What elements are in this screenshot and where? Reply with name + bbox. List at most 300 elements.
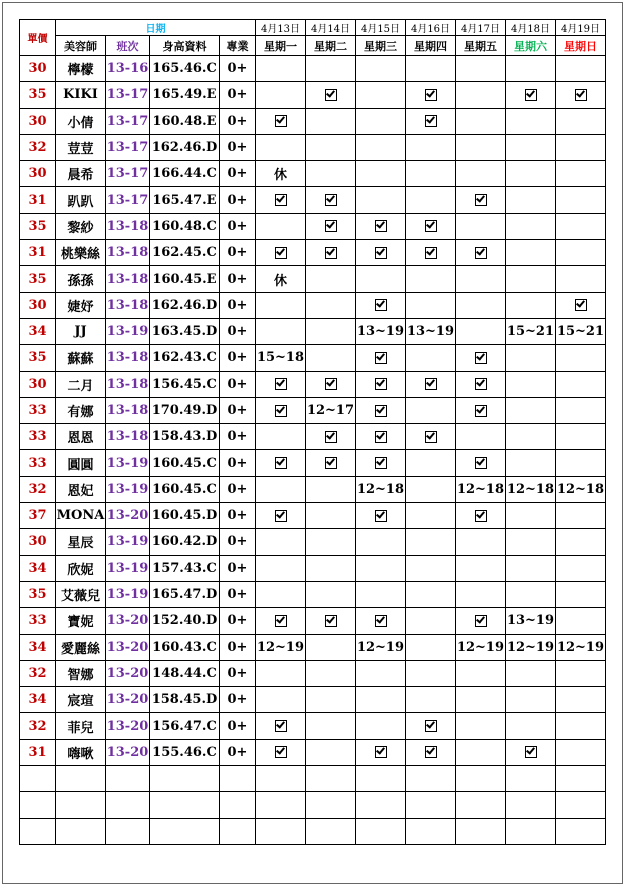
day-cell[interactable] xyxy=(256,529,306,555)
day-cell[interactable] xyxy=(256,134,306,160)
checkbox-checked-icon xyxy=(275,510,287,522)
day-cell-checked[interactable] xyxy=(256,608,306,634)
empty-cell[interactable] xyxy=(506,766,556,792)
day-cell[interactable] xyxy=(356,108,406,134)
shift-cell: 13-19 xyxy=(106,450,150,476)
day-cell[interactable] xyxy=(256,687,306,713)
day-cell-checked[interactable] xyxy=(506,739,556,765)
table-row xyxy=(20,266,606,292)
day-cell-checked[interactable] xyxy=(356,397,406,423)
day-cell[interactable] xyxy=(556,345,606,371)
day-cell[interactable] xyxy=(306,56,356,82)
stylist-name-cell: 菲兒 xyxy=(56,713,106,739)
day-cell[interactable] xyxy=(556,555,606,581)
day-cell-checked[interactable] xyxy=(356,608,406,634)
day-cell[interactable] xyxy=(556,56,606,82)
day-cell[interactable] xyxy=(406,134,456,160)
empty-cell[interactable] xyxy=(456,792,506,818)
empty-cell xyxy=(56,766,106,792)
day-cell[interactable]: 13~19 xyxy=(406,318,456,344)
table-row xyxy=(20,687,606,713)
height-cell: 165.46.C xyxy=(150,56,220,82)
day-cell-checked[interactable] xyxy=(556,292,606,318)
empty-cell[interactable] xyxy=(256,766,306,792)
day-cell-checked[interactable] xyxy=(456,608,506,634)
day-cell[interactable] xyxy=(456,424,506,450)
day-cell[interactable] xyxy=(406,450,456,476)
day-cell-checked[interactable] xyxy=(456,450,506,476)
day-cell[interactable] xyxy=(506,424,556,450)
empty-cell xyxy=(106,766,150,792)
stylist-name-cell: 有娜 xyxy=(56,397,106,423)
day-cell[interactable] xyxy=(456,292,506,318)
day-cell[interactable] xyxy=(356,266,406,292)
checkbox-checked-icon xyxy=(475,194,487,206)
day-cell[interactable] xyxy=(406,634,456,660)
day-cell[interactable] xyxy=(406,555,456,581)
shift-header: 班次 xyxy=(106,36,150,56)
table-row xyxy=(20,345,606,371)
day-cell[interactable] xyxy=(506,108,556,134)
empty-cell[interactable] xyxy=(556,792,606,818)
day-cell[interactable] xyxy=(306,555,356,581)
empty-cell[interactable] xyxy=(406,766,456,792)
empty-cell[interactable] xyxy=(306,792,356,818)
day-cell-checked[interactable] xyxy=(356,371,406,397)
day-cell-checked[interactable] xyxy=(456,240,506,266)
day-cell-checked[interactable] xyxy=(356,240,406,266)
day-cell[interactable] xyxy=(256,213,306,239)
stylist-name-cell: 星辰 xyxy=(56,529,106,555)
price-cell: 35 xyxy=(20,213,56,239)
day-cell[interactable] xyxy=(406,292,456,318)
day-cell[interactable] xyxy=(306,503,356,529)
day-cell[interactable] xyxy=(556,687,606,713)
day-cell[interactable] xyxy=(306,108,356,134)
stylist-name-cell: JJ xyxy=(56,318,106,344)
specialty-cell: 0+ xyxy=(220,555,256,581)
empty-cell[interactable] xyxy=(506,792,556,818)
day-cell[interactable] xyxy=(506,397,556,423)
day-cell[interactable] xyxy=(356,161,406,187)
day-cell[interactable] xyxy=(556,371,606,397)
day-cell-checked[interactable] xyxy=(356,450,406,476)
empty-cell[interactable] xyxy=(256,792,306,818)
height-cell: 156.45.C xyxy=(150,371,220,397)
day-cell[interactable] xyxy=(256,660,306,686)
day-cell-checked[interactable] xyxy=(406,240,456,266)
day-cell-checked[interactable] xyxy=(256,108,306,134)
day-cell[interactable] xyxy=(556,424,606,450)
stylist-name-cell: 嗨啾 xyxy=(56,739,106,765)
day-cell[interactable] xyxy=(406,581,456,607)
height-cell: 162.45.C xyxy=(150,240,220,266)
day-cell[interactable] xyxy=(506,56,556,82)
day-cell[interactable]: 12~18 xyxy=(456,476,506,502)
table-row xyxy=(20,608,606,634)
empty-cell xyxy=(150,766,220,792)
day-cell-checked[interactable] xyxy=(456,503,506,529)
day-cell[interactable] xyxy=(456,82,506,108)
day-cell[interactable] xyxy=(556,581,606,607)
empty-cell[interactable] xyxy=(456,766,506,792)
day-cell[interactable] xyxy=(256,318,306,344)
day-cell[interactable] xyxy=(506,503,556,529)
checkbox-checked-icon xyxy=(275,378,287,390)
specialty-cell: 0+ xyxy=(220,687,256,713)
day-cell-checked[interactable] xyxy=(256,397,306,423)
day-cell[interactable]: 12~18 xyxy=(556,476,606,502)
day-cell[interactable] xyxy=(306,476,356,502)
day-cell[interactable]: 休 xyxy=(256,266,306,292)
day-cell[interactable] xyxy=(556,739,606,765)
day-cell-checked[interactable] xyxy=(256,240,306,266)
day-cell[interactable] xyxy=(456,739,506,765)
day-cell[interactable] xyxy=(406,187,456,213)
table-row xyxy=(20,713,606,739)
day-cell[interactable] xyxy=(456,660,506,686)
table-row xyxy=(20,660,606,686)
checkbox-checked-icon xyxy=(375,352,387,364)
height-cell: 156.47.C xyxy=(150,713,220,739)
table-row xyxy=(20,134,606,160)
day-cell[interactable] xyxy=(356,581,406,607)
day-cell-checked[interactable] xyxy=(356,345,406,371)
day-cell[interactable] xyxy=(306,292,356,318)
day-cell[interactable] xyxy=(406,397,456,423)
day-cell[interactable] xyxy=(256,82,306,108)
specialty-cell: 0+ xyxy=(220,713,256,739)
day-cell-checked[interactable] xyxy=(556,82,606,108)
day-cell[interactable]: 12~19 xyxy=(256,634,306,660)
specialty-cell: 0+ xyxy=(220,292,256,318)
day-cell-checked[interactable] xyxy=(456,371,506,397)
day-cell-checked[interactable] xyxy=(406,371,456,397)
day-cell-checked[interactable] xyxy=(356,292,406,318)
checkbox-checked-icon xyxy=(475,247,487,259)
day-cell[interactable] xyxy=(306,713,356,739)
day-cell[interactable] xyxy=(256,581,306,607)
day-cell[interactable] xyxy=(406,660,456,686)
day-cell[interactable] xyxy=(556,608,606,634)
day-cell[interactable] xyxy=(356,660,406,686)
checkbox-checked-icon xyxy=(475,352,487,364)
day-cell-checked[interactable] xyxy=(356,213,406,239)
empty-cell[interactable] xyxy=(456,818,506,844)
empty-cell[interactable] xyxy=(406,792,456,818)
stylist-name-cell: 寶妮 xyxy=(56,608,106,634)
day-cell-checked[interactable] xyxy=(406,82,456,108)
empty-cell[interactable] xyxy=(356,766,406,792)
shift-cell: 13-20 xyxy=(106,608,150,634)
day-cell[interactable] xyxy=(556,450,606,476)
date-cell: 4月15日 xyxy=(356,20,406,36)
day-cell-checked[interactable] xyxy=(456,345,506,371)
day-cell[interactable] xyxy=(506,713,556,739)
specialty-cell: 0+ xyxy=(220,397,256,423)
day-cell[interactable] xyxy=(306,660,356,686)
day-cell-checked[interactable] xyxy=(406,213,456,239)
day-cell[interactable] xyxy=(256,476,306,502)
day-cell[interactable] xyxy=(356,529,406,555)
price-cell: 32 xyxy=(20,134,56,160)
day-cell[interactable] xyxy=(556,713,606,739)
day-cell-checked[interactable] xyxy=(406,108,456,134)
day-cell-checked[interactable] xyxy=(356,424,406,450)
day-cell[interactable] xyxy=(506,187,556,213)
empty-cell[interactable] xyxy=(506,818,556,844)
stylist-name-cell: 愛麗絲 xyxy=(56,634,106,660)
day-cell[interactable] xyxy=(356,555,406,581)
day-cell[interactable]: 12~19 xyxy=(506,634,556,660)
day-cell[interactable] xyxy=(506,660,556,686)
day-cell[interactable] xyxy=(406,345,456,371)
day-cell[interactable] xyxy=(356,187,406,213)
table-row xyxy=(20,555,606,581)
stylist-name-cell: 小倩 xyxy=(56,108,106,134)
day-cell[interactable] xyxy=(556,397,606,423)
day-cell-checked[interactable] xyxy=(306,424,356,450)
day-cell[interactable] xyxy=(306,318,356,344)
day-cell[interactable] xyxy=(456,213,506,239)
height-cell: 165.49.E xyxy=(150,82,220,108)
day-cell[interactable] xyxy=(456,529,506,555)
day-cell[interactable]: 15~21 xyxy=(556,318,606,344)
day-cell[interactable] xyxy=(506,687,556,713)
day-cell[interactable] xyxy=(506,161,556,187)
stylist-name-cell: 艾薇兒 xyxy=(56,581,106,607)
day-cell[interactable]: 15~18 xyxy=(256,345,306,371)
day-cell-checked[interactable] xyxy=(256,450,306,476)
day-cell-checked[interactable] xyxy=(306,187,356,213)
day-cell-checked[interactable] xyxy=(356,739,406,765)
day-cell-checked[interactable] xyxy=(506,82,556,108)
day-cell[interactable] xyxy=(306,687,356,713)
checkbox-checked-icon xyxy=(325,220,337,232)
day-cell[interactable] xyxy=(456,687,506,713)
day-cell[interactable] xyxy=(256,56,306,82)
height-cell: 152.40.D xyxy=(150,608,220,634)
shift-cell: 13-19 xyxy=(106,555,150,581)
shift-cell: 13-18 xyxy=(106,266,150,292)
empty-cell[interactable] xyxy=(556,766,606,792)
empty-cell[interactable] xyxy=(306,766,356,792)
price-cell: 30 xyxy=(20,371,56,397)
day-cell[interactable] xyxy=(306,345,356,371)
day-cell-checked[interactable] xyxy=(256,739,306,765)
table-row xyxy=(20,318,606,344)
checkbox-checked-icon xyxy=(375,457,387,469)
shift-cell: 13-18 xyxy=(106,345,150,371)
header-row-dates xyxy=(20,20,606,36)
day-cell[interactable] xyxy=(456,134,506,160)
day-cell[interactable]: 13~19 xyxy=(506,608,556,634)
day-cell[interactable] xyxy=(456,581,506,607)
table-row xyxy=(20,187,606,213)
day-cell[interactable] xyxy=(556,134,606,160)
day-cell[interactable]: 休 xyxy=(256,161,306,187)
empty-row xyxy=(20,792,606,818)
empty-cell[interactable] xyxy=(306,818,356,844)
day-cell[interactable] xyxy=(506,345,556,371)
day-cell[interactable] xyxy=(556,213,606,239)
table-row xyxy=(20,56,606,82)
specialty-cell: 0+ xyxy=(220,56,256,82)
shift-cell: 13-19 xyxy=(106,476,150,502)
stylist-name-cell: 晨希 xyxy=(56,161,106,187)
day-cell-checked[interactable] xyxy=(306,240,356,266)
day-cell-checked[interactable] xyxy=(356,503,406,529)
day-cell[interactable] xyxy=(506,581,556,607)
price-cell: 30 xyxy=(20,161,56,187)
day-cell-checked[interactable] xyxy=(406,713,456,739)
stylist-name-cell: MONA xyxy=(56,503,106,529)
day-cell-checked[interactable] xyxy=(256,503,306,529)
day-cell[interactable]: 12~18 xyxy=(356,476,406,502)
stylist-name-cell: KIKI xyxy=(56,82,106,108)
day-cell[interactable] xyxy=(356,134,406,160)
height-cell: 163.45.D xyxy=(150,318,220,344)
height-cell: 160.42.D xyxy=(150,529,220,555)
day-cell[interactable] xyxy=(406,687,456,713)
day-cell-checked[interactable] xyxy=(456,187,506,213)
day-cell[interactable] xyxy=(406,476,456,502)
day-cell-checked[interactable] xyxy=(256,187,306,213)
day-cell-checked[interactable] xyxy=(406,424,456,450)
price-cell: 35 xyxy=(20,82,56,108)
day-cell[interactable]: 12~17 xyxy=(306,397,356,423)
day-cell[interactable] xyxy=(456,56,506,82)
day-cell[interactable] xyxy=(356,687,406,713)
day-cell[interactable] xyxy=(356,82,406,108)
weekday-cell-saturday: 星期六 xyxy=(506,36,556,56)
table-row xyxy=(20,476,606,502)
day-cell[interactable] xyxy=(506,529,556,555)
day-cell[interactable] xyxy=(506,134,556,160)
day-cell[interactable]: 12~19 xyxy=(356,634,406,660)
day-cell[interactable] xyxy=(406,503,456,529)
day-cell[interactable] xyxy=(556,660,606,686)
day-cell[interactable] xyxy=(406,56,456,82)
day-cell-checked[interactable] xyxy=(306,450,356,476)
shift-cell: 13-20 xyxy=(106,634,150,660)
empty-cell[interactable] xyxy=(556,818,606,844)
day-cell[interactable] xyxy=(456,108,506,134)
day-cell[interactable] xyxy=(456,555,506,581)
day-cell[interactable] xyxy=(256,424,306,450)
price-cell: 32 xyxy=(20,713,56,739)
shift-cell: 13-20 xyxy=(106,503,150,529)
empty-cell xyxy=(20,792,56,818)
checkbox-checked-icon xyxy=(325,89,337,101)
day-cell[interactable] xyxy=(406,608,456,634)
empty-cell[interactable] xyxy=(356,818,406,844)
day-cell[interactable] xyxy=(556,161,606,187)
empty-cell xyxy=(56,792,106,818)
empty-cell[interactable] xyxy=(256,818,306,844)
day-cell[interactable] xyxy=(406,529,456,555)
day-cell-checked[interactable] xyxy=(256,371,306,397)
day-cell[interactable]: 13~19 xyxy=(356,318,406,344)
day-cell-checked[interactable] xyxy=(306,213,356,239)
height-cell: 160.45.E xyxy=(150,266,220,292)
table-row xyxy=(20,529,606,555)
empty-cell[interactable] xyxy=(356,792,406,818)
day-cell[interactable] xyxy=(456,266,506,292)
checkbox-checked-icon xyxy=(475,457,487,469)
day-cell[interactable] xyxy=(556,266,606,292)
day-cell[interactable] xyxy=(506,213,556,239)
stylist-name-cell: 智娜 xyxy=(56,660,106,686)
day-cell[interactable] xyxy=(456,713,506,739)
day-cell[interactable] xyxy=(456,318,506,344)
day-cell[interactable] xyxy=(556,108,606,134)
day-cell-checked[interactable] xyxy=(456,397,506,423)
day-cell[interactable] xyxy=(256,555,306,581)
day-cell[interactable] xyxy=(306,634,356,660)
checkbox-checked-icon xyxy=(475,510,487,522)
checkbox-checked-icon xyxy=(575,299,587,311)
checkbox-checked-icon xyxy=(575,89,587,101)
day-cell[interactable] xyxy=(556,187,606,213)
day-cell[interactable] xyxy=(506,266,556,292)
height-cell: 160.45.D xyxy=(150,503,220,529)
day-cell[interactable] xyxy=(406,161,456,187)
day-cell[interactable] xyxy=(506,240,556,266)
day-cell[interactable] xyxy=(306,134,356,160)
price-cell: 30 xyxy=(20,108,56,134)
stylist-name-cell: 荳荳 xyxy=(56,134,106,160)
day-cell[interactable] xyxy=(456,161,506,187)
day-cell[interactable] xyxy=(556,529,606,555)
day-cell-checked[interactable] xyxy=(406,739,456,765)
day-cell[interactable]: 12~18 xyxy=(506,476,556,502)
day-cell[interactable] xyxy=(256,292,306,318)
shift-cell: 13-18 xyxy=(106,240,150,266)
empty-cell xyxy=(150,792,220,818)
day-cell[interactable]: 12~19 xyxy=(556,634,606,660)
day-cell-checked[interactable] xyxy=(306,371,356,397)
shift-cell: 13-18 xyxy=(106,397,150,423)
checkbox-checked-icon xyxy=(425,720,437,732)
day-cell[interactable] xyxy=(306,161,356,187)
day-cell-checked[interactable] xyxy=(306,608,356,634)
day-cell[interactable] xyxy=(556,240,606,266)
day-cell-checked[interactable] xyxy=(306,82,356,108)
day-cell[interactable] xyxy=(506,371,556,397)
checkbox-checked-icon xyxy=(275,115,287,127)
day-cell[interactable] xyxy=(306,529,356,555)
day-cell[interactable] xyxy=(556,503,606,529)
day-cell[interactable] xyxy=(306,581,356,607)
stylist-name-cell: 宸瑄 xyxy=(56,687,106,713)
day-cell[interactable] xyxy=(306,266,356,292)
empty-cell[interactable] xyxy=(406,818,456,844)
day-cell[interactable] xyxy=(356,56,406,82)
day-cell[interactable] xyxy=(506,292,556,318)
day-cell[interactable] xyxy=(506,450,556,476)
day-cell[interactable] xyxy=(506,555,556,581)
day-cell[interactable] xyxy=(356,713,406,739)
height-cell: 162.46.D xyxy=(150,134,220,160)
empty-cell xyxy=(220,766,256,792)
day-cell-checked[interactable] xyxy=(256,713,306,739)
day-cell[interactable]: 12~19 xyxy=(456,634,506,660)
table-row xyxy=(20,161,606,187)
day-cell[interactable] xyxy=(306,739,356,765)
day-cell[interactable] xyxy=(406,266,456,292)
day-cell[interactable]: 15~21 xyxy=(506,318,556,344)
